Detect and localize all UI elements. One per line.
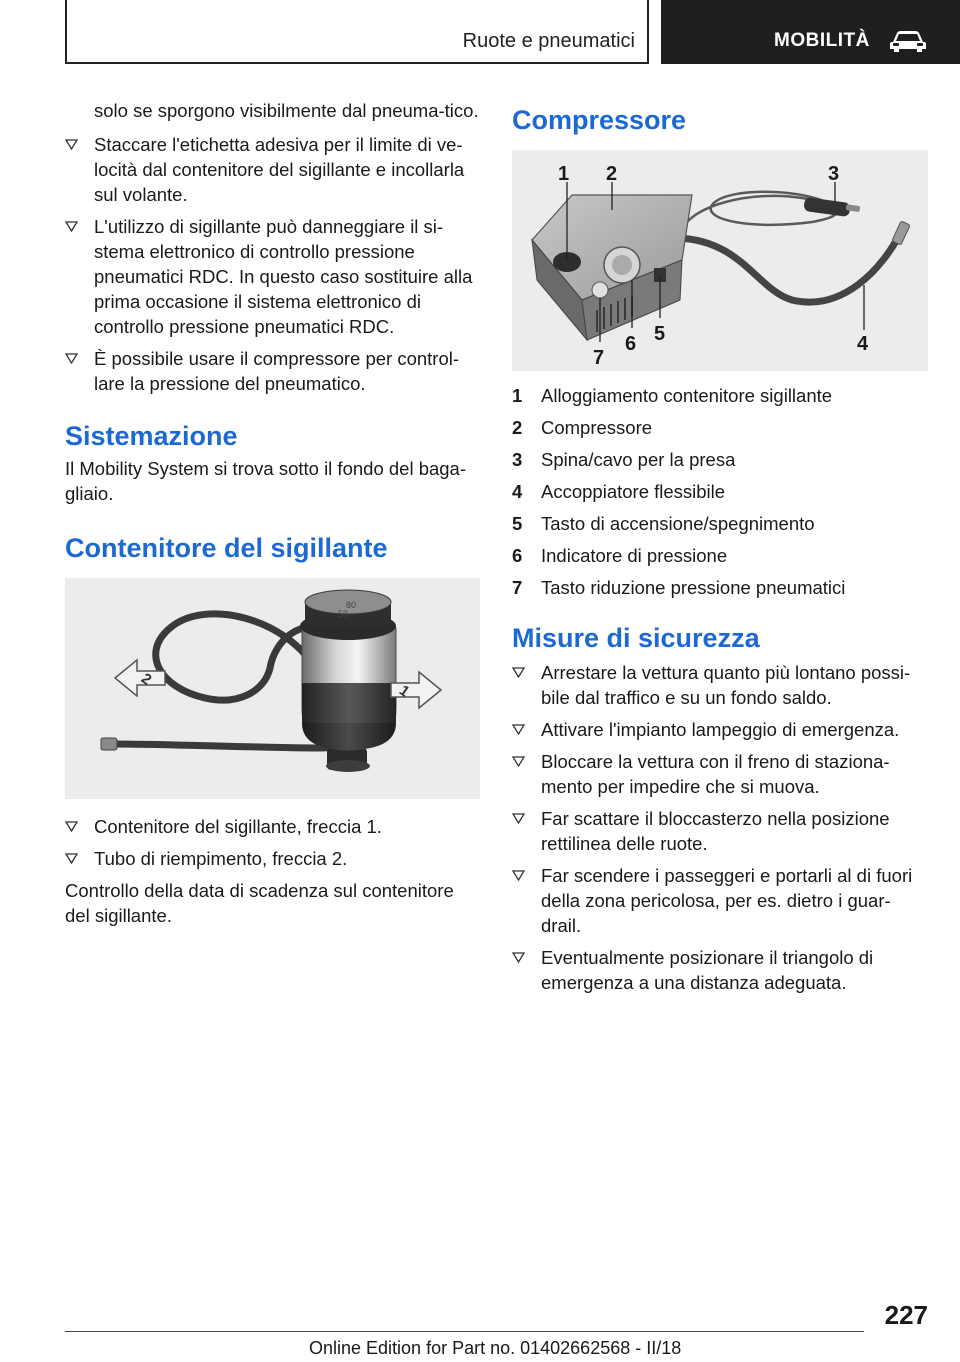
- footer-divider: [65, 1331, 864, 1332]
- left-column: [65, 98, 480, 928]
- gauge-label-top: 80: [346, 600, 357, 610]
- header-section-box: [65, 0, 649, 64]
- heading-contenitore: Contenitore del sigillante: [65, 533, 388, 563]
- triangle-bullet-icon: [512, 667, 525, 678]
- legend-item: 7 Tasto riduzione pressione pneumatici: [512, 577, 846, 598]
- list-item: Contenitore del sigillante, freccia 1.: [65, 814, 480, 839]
- header-chapter-tab[interactable]: [661, 0, 960, 64]
- list-item: Staccare l'etichetta adesiva per il limite di ve-locità dal contenitore del sigillante e incollarla sul volante.: [65, 132, 480, 207]
- heading-sistemazione: Sistemazione: [65, 421, 238, 451]
- list-item: Eventualmente posizionare il triangolo di emergenza a una distanza adeguata.: [512, 945, 928, 995]
- triangle-bullet-icon: [512, 870, 525, 881]
- sealant-container-illustration: [65, 578, 480, 799]
- car-icon: [889, 28, 927, 54]
- sealant-container-figure: [65, 578, 480, 799]
- compressor-figure: [512, 150, 928, 371]
- compressor-illustration: [512, 150, 928, 371]
- list-item: Far scattare il bloccasterzo nella posizione rettilinea delle ruote.: [512, 806, 928, 856]
- triangle-bullet-icon: [65, 853, 78, 864]
- callout-1: 1: [558, 163, 570, 185]
- callout-4: 4: [857, 333, 869, 355]
- list-item: È possibile usare il compressore per control-lare la pressione del pneumatico.: [65, 346, 480, 396]
- heading-sicurezza: Misure di sicurezza: [512, 623, 760, 653]
- triangle-bullet-icon: [512, 724, 525, 735]
- callout-3: 3: [828, 163, 840, 185]
- triangle-bullet-icon: [512, 813, 525, 824]
- bullet-list-top: [65, 132, 480, 396]
- triangle-bullet-icon: [512, 756, 525, 767]
- triangle-bullet-icon: [65, 821, 78, 832]
- list-item: Far scendere i passeggeri e portarli al di fuori della zona pericolosa, per es. dietro i guar-drail.: [512, 863, 928, 938]
- triangle-bullet-icon: [65, 221, 78, 232]
- gauge-label-bottom: 50: [338, 609, 349, 619]
- footer-edition: Online Edition for Part no. 01402662568 - II/18: [309, 1338, 682, 1358]
- callout-7: 7: [593, 347, 605, 369]
- triangle-bullet-icon: [65, 353, 78, 364]
- header-section-title: Ruote e pneumatici: [462, 30, 635, 52]
- header-chapter-label: MOBILITÀ: [774, 30, 870, 51]
- contenitore-note: Controllo della data di scadenza sul contenitore del sigillante.: [65, 880, 454, 926]
- heading-compressore: Compressore: [512, 105, 687, 135]
- callout-2: 2: [606, 163, 618, 185]
- triangle-bullet-icon: [512, 952, 525, 963]
- legend-item: 1 Alloggiamento contenitore sigillante: [512, 385, 833, 406]
- list-item: Tubo di riempimento, freccia 2.: [65, 846, 480, 871]
- continued-text: solo se sporgono visibilmente dal pneuma-tico.: [94, 100, 479, 121]
- bullet-list-sicurezza: [512, 660, 928, 995]
- list-item: Attivare l'impianto lampeggio di emergenza.: [512, 717, 928, 742]
- page-number: 227: [884, 1300, 928, 1330]
- svg-text:2: 2: [137, 669, 155, 689]
- legend-item: 3 Spina/cavo per la presa: [512, 449, 736, 470]
- triangle-bullet-icon: [65, 139, 78, 150]
- callout-6: 6: [625, 333, 637, 355]
- svg-text:1: 1: [395, 681, 413, 701]
- right-column: [512, 98, 928, 1002]
- callout-5: 5: [654, 323, 666, 345]
- legend-item: 4 Accoppiatore flessibile: [512, 481, 726, 502]
- list-item: Arrestare la vettura quanto più lontano possi-bile dal traffico e su un fondo saldo.: [512, 660, 928, 710]
- list-item: Bloccare la vettura con il freno di staziona-mento per impedire che si muova.: [512, 749, 928, 799]
- arrow-1: [391, 672, 441, 708]
- legend-item: 6 Indicatore di pressione: [512, 545, 728, 566]
- sistemazione-text: Il Mobility System si trova sotto il fondo del baga-gliaio.: [65, 458, 467, 504]
- legend-item: 5 Tasto di accensione/spegnimento: [512, 513, 815, 534]
- legend-item: 2 Compressore: [512, 417, 653, 438]
- bullet-list-contenitore: [65, 814, 480, 871]
- list-item: L'utilizzo di sigillante può danneggiare il si-stema elettronico di controllo pressione pneumatici RDC. In questo caso sostituire alla prima occasione il sistema elettronico di controllo pressione pneumatici RDC.: [65, 214, 480, 339]
- compressor-legend: [512, 383, 928, 600]
